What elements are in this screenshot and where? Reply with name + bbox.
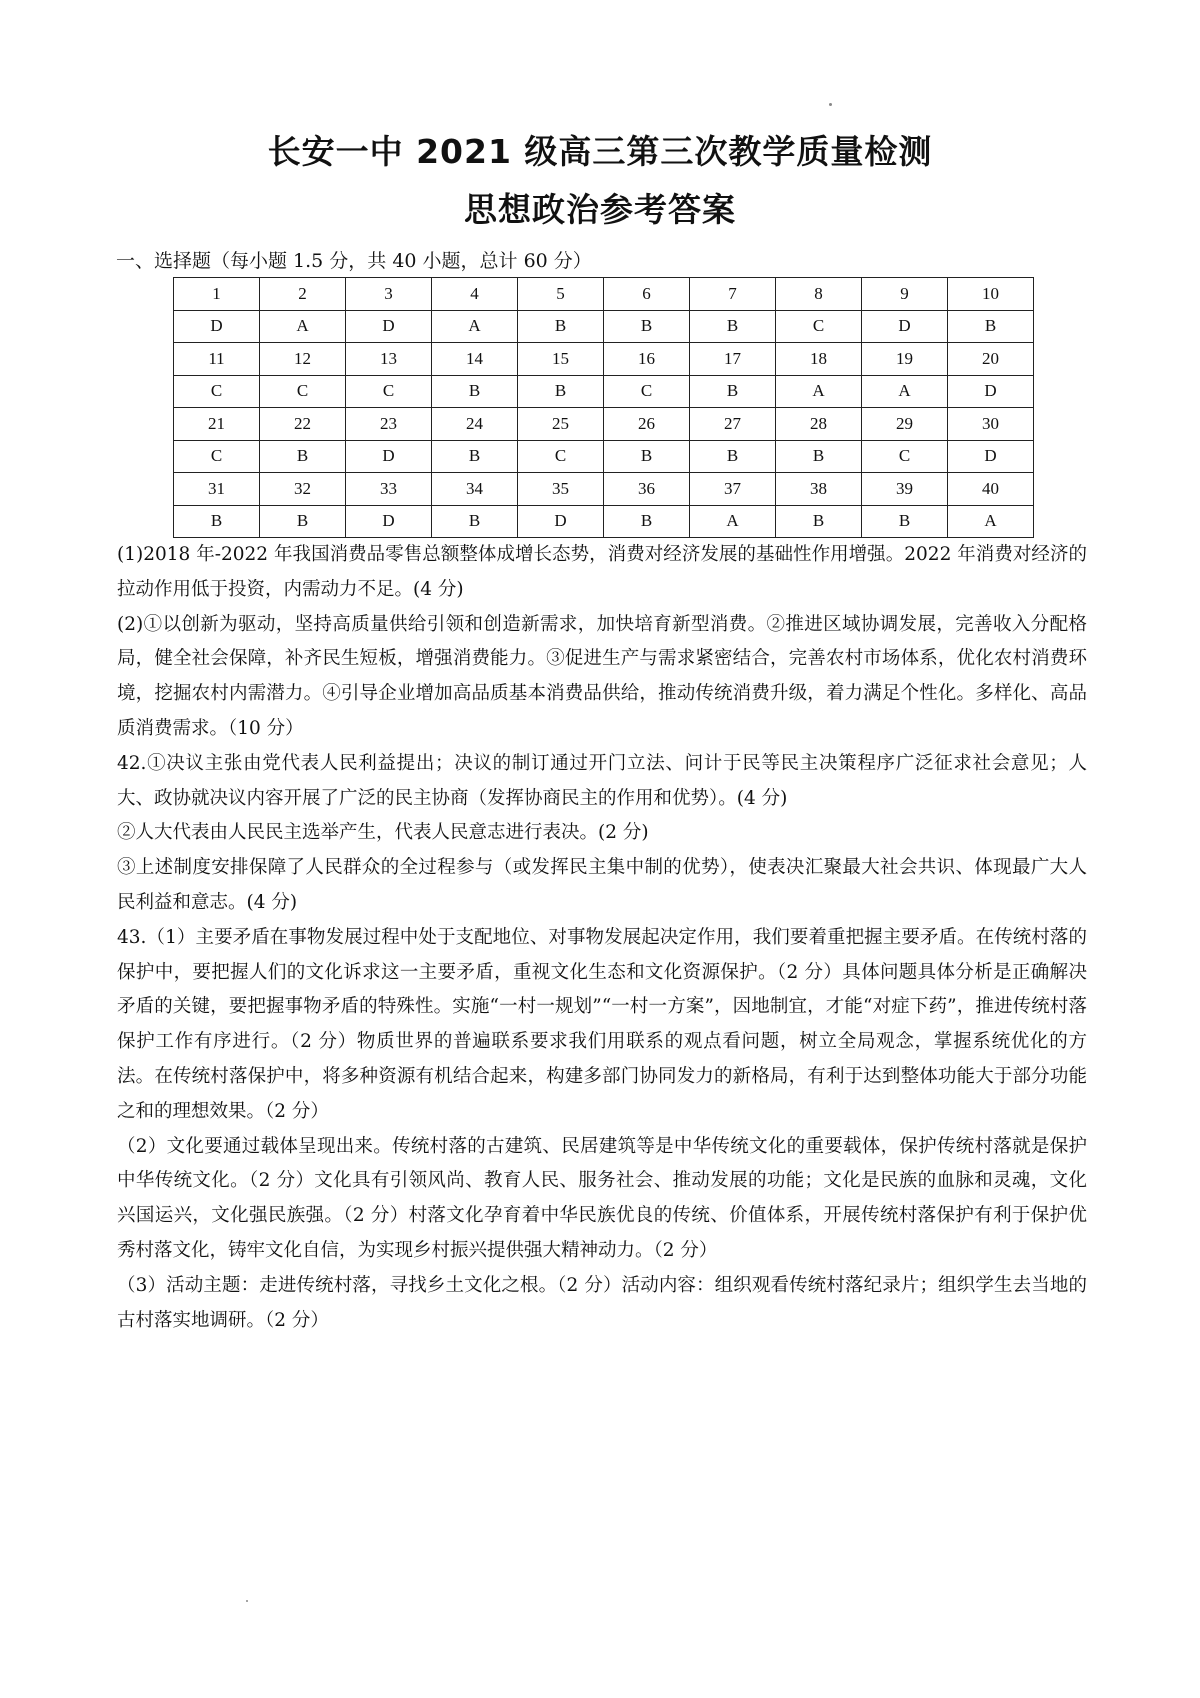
answer-cell: A bbox=[432, 310, 518, 343]
question-number-cell: 34 bbox=[432, 473, 518, 506]
table-row-question-numbers bbox=[174, 473, 1034, 506]
question-number-cell: 7 bbox=[690, 278, 776, 311]
question-number-cell: 21 bbox=[174, 408, 260, 441]
answer-cell: B bbox=[690, 375, 776, 408]
answer-cell: B bbox=[260, 440, 346, 473]
answer-table bbox=[173, 277, 1034, 538]
answer-cell: B bbox=[604, 310, 690, 343]
answer-cell: B bbox=[432, 505, 518, 538]
answer-cell: B bbox=[604, 440, 690, 473]
answer-cell: C bbox=[174, 440, 260, 473]
question-number-cell: 4 bbox=[432, 278, 518, 311]
table-row-answers bbox=[174, 375, 1034, 408]
question-number-cell: 12 bbox=[260, 343, 346, 376]
answer-cell: D bbox=[346, 440, 432, 473]
question-number-cell: 27 bbox=[690, 408, 776, 441]
question-number-cell: 40 bbox=[948, 473, 1034, 506]
question-number-cell: 36 bbox=[604, 473, 690, 506]
answer-cell: A bbox=[260, 310, 346, 343]
scan-speck bbox=[246, 1600, 248, 1602]
question-number-cell: 5 bbox=[518, 278, 604, 311]
question-number-cell: 1 bbox=[174, 278, 260, 311]
question-number-cell: 2 bbox=[260, 278, 346, 311]
answer-cell: B bbox=[776, 505, 862, 538]
answer-cell: D bbox=[862, 310, 948, 343]
table-row-question-numbers bbox=[174, 408, 1034, 441]
question-number-cell: 25 bbox=[518, 408, 604, 441]
section-heading-choice: 一、选择题（每小题 1.5 分，共 40 小题，总计 60 分） bbox=[116, 250, 592, 272]
answer-cell: D bbox=[346, 505, 432, 538]
question-number-cell: 29 bbox=[862, 408, 948, 441]
question-number-cell: 16 bbox=[604, 343, 690, 376]
answer-body bbox=[117, 538, 1087, 1338]
answer-42-2: ②人大代表由人民民主选举产生，代表人民意志进行表决。(2 分) bbox=[117, 822, 649, 844]
question-number-cell: 3 bbox=[346, 278, 432, 311]
question-number-cell: 6 bbox=[604, 278, 690, 311]
answer-42-1: 42.①决议主张由党代表人民利益提出；决议的制订通过开门立法、问计于民等民主决策程序广泛征求社会意见；人大、政协就决议内容开展了广泛的民主协商（发挥协商民主的作用和优势）。(4 分) bbox=[117, 752, 1087, 809]
question-number-cell: 10 bbox=[948, 278, 1034, 311]
answer-cell: D bbox=[346, 310, 432, 343]
question-number-cell: 37 bbox=[690, 473, 776, 506]
answer-cell: D bbox=[518, 505, 604, 538]
answer-cell: B bbox=[432, 375, 518, 408]
page-subtitle: 思想政治参考答案 bbox=[464, 190, 736, 229]
question-number-cell: 8 bbox=[776, 278, 862, 311]
question-number-cell: 19 bbox=[862, 343, 948, 376]
answer-cell: C bbox=[518, 440, 604, 473]
question-number-cell: 9 bbox=[862, 278, 948, 311]
question-number-cell: 23 bbox=[346, 408, 432, 441]
question-number-cell: 22 bbox=[260, 408, 346, 441]
answer-cell: B bbox=[690, 310, 776, 343]
question-number-cell: 15 bbox=[518, 343, 604, 376]
question-number-cell: 32 bbox=[260, 473, 346, 506]
answer-43-3: （3）活动主题：走进传统村落，寻找乡土文化之根。（2 分）活动内容：组织观看传统村落纪录片；组织学生去当地的古村落实地调研。（2 分） bbox=[117, 1274, 1087, 1331]
table-row-answers bbox=[174, 310, 1034, 343]
answer-cell: C bbox=[604, 375, 690, 408]
answer-43-1: 43.（1）主要矛盾在事物发展过程中处于支配地位、对事物发展起决定作用，我们要着重把握主要矛盾。在传统村落的保护中，要把握人们的文化诉求这一主要矛盾，重视文化生态和文化资源保护。（2 分）具体问题具体分析是正确解决矛盾的关键，要把握事物矛盾的特殊性。实施“一村一规划”“一村一方案”，因地制宜，才能“对症下药”，推进传统村落保护工作有序进行。（2 分）物质世界的普遍联系要求我们用联系的观点看问题，树立全局观念，掌握系统优化的方法。在传统村落保护中，将多种资源有机结合起来，构建多部门协同发力的新格局，有利于达到整体功能大于部分功能之和的理想效果。（2 分） bbox=[117, 926, 1087, 1122]
question-number-cell: 18 bbox=[776, 343, 862, 376]
answer-cell: B bbox=[260, 505, 346, 538]
answer-cell: B bbox=[862, 505, 948, 538]
table-row-answers bbox=[174, 505, 1034, 538]
question-number-cell: 33 bbox=[346, 473, 432, 506]
question-number-cell: 13 bbox=[346, 343, 432, 376]
answer-43-2: （2）文化要通过载体呈现出来。传统村落的古建筑、民居建筑等是中华传统文化的重要载体，保护传统村落就是保护中华传统文化。（2 分）文化具有引领风尚、教育人民、服务社会、推动发展的功能；文化是民族的血脉和灵魂，文化兴国运兴，文化强民族强。（2 分）村落文化孕育着中华民族优良的传统、价值体系，开展传统村落保护有利于保护优秀村落文化，铸牢文化自信，为实现乡村振兴提供强大精神动力。（2 分） bbox=[117, 1135, 1087, 1261]
answer-cell: D bbox=[948, 375, 1034, 408]
question-number-cell: 11 bbox=[174, 343, 260, 376]
question-number-cell: 35 bbox=[518, 473, 604, 506]
answer-cell: C bbox=[346, 375, 432, 408]
question-number-cell: 39 bbox=[862, 473, 948, 506]
page-title: 长安一中 2021 级高三第三次教学质量检测 bbox=[267, 132, 933, 171]
answer-cell: B bbox=[948, 310, 1034, 343]
answer-41-2: (2)①以创新为驱动，坚持高质量供给引领和创造新需求，加快培育新型消费。②推进区域协调发展，完善收入分配格局，健全社会保障，补齐民生短板，增强消费能力。③促进生产与需求紧密结合，完善农村市场体系，优化农村消费环境，挖掘农村内需潜力。④引导企业增加高品质基本消费品供给，推动传统消费升级，着力满足个性化。多样化、高品质消费需求。（10 分） bbox=[117, 613, 1087, 739]
table-row-question-numbers bbox=[174, 278, 1034, 311]
question-number-cell: 26 bbox=[604, 408, 690, 441]
answer-cell: A bbox=[690, 505, 776, 538]
answer-cell: B bbox=[518, 375, 604, 408]
scan-speck bbox=[829, 103, 832, 106]
answer-cell: B bbox=[174, 505, 260, 538]
answer-cell: C bbox=[260, 375, 346, 408]
answer-cell: B bbox=[604, 505, 690, 538]
question-number-cell: 30 bbox=[948, 408, 1034, 441]
answer-cell: A bbox=[862, 375, 948, 408]
answer-41-1: (1)2018 年-2022 年我国消费品零售总额整体成增长态势，消费对经济发展的基础性作用增强。2022 年消费对经济的拉动作用低于投资，内需动力不足。(4 分) bbox=[117, 544, 1087, 600]
answer-cell: C bbox=[776, 310, 862, 343]
answer-cell: B bbox=[432, 440, 518, 473]
answer-cell: C bbox=[862, 440, 948, 473]
answer-cell: A bbox=[776, 375, 862, 408]
answer-42-3: ③上述制度安排保障了人民群众的全过程参与（或发挥民主集中制的优势），使表决汇聚最大社会共识、体现最广大人民利益和意志。(4 分) bbox=[117, 857, 1087, 913]
question-number-cell: 14 bbox=[432, 343, 518, 376]
answer-cell: A bbox=[948, 505, 1034, 538]
answer-cell: D bbox=[174, 310, 260, 343]
answer-cell: B bbox=[690, 440, 776, 473]
question-number-cell: 38 bbox=[776, 473, 862, 506]
question-number-cell: 20 bbox=[948, 343, 1034, 376]
question-number-cell: 24 bbox=[432, 408, 518, 441]
question-number-cell: 28 bbox=[776, 408, 862, 441]
answer-cell: B bbox=[518, 310, 604, 343]
answer-cell: B bbox=[776, 440, 862, 473]
table-row-answers bbox=[174, 440, 1034, 473]
answer-cell: D bbox=[948, 440, 1034, 473]
question-number-cell: 17 bbox=[690, 343, 776, 376]
table-row-question-numbers bbox=[174, 343, 1034, 376]
answer-cell: C bbox=[174, 375, 260, 408]
question-number-cell: 31 bbox=[174, 473, 260, 506]
